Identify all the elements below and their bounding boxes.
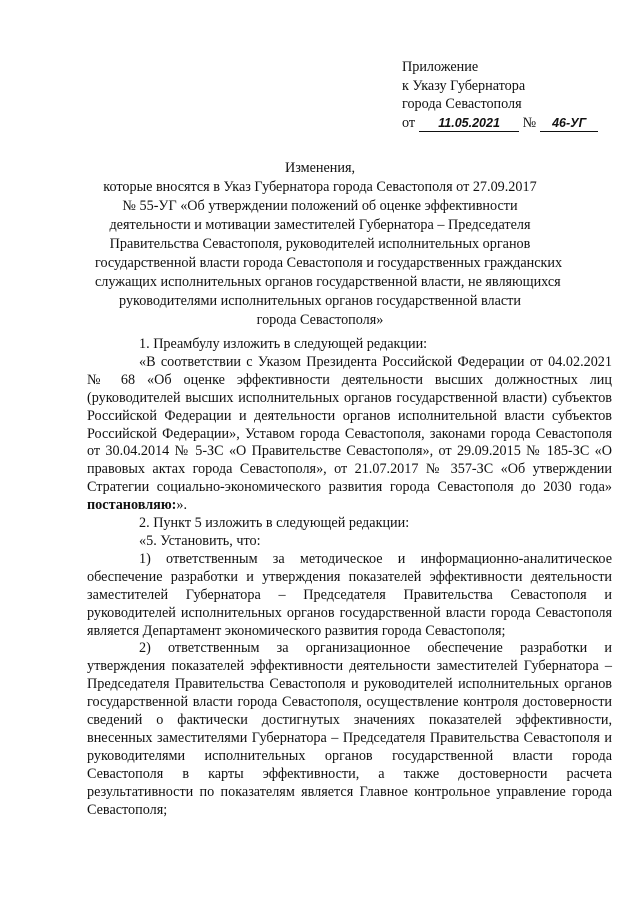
appendix-label: Приложение <box>402 59 479 75</box>
appendix-decree-ref: к Указу Губернатора <box>402 77 526 94</box>
preamble-closing: ». <box>176 497 188 514</box>
title-line: деятельности и мотивации заместителей Губернатора – Председателя <box>109 217 531 233</box>
title-line: которые вносятся в Указ Губернатора города Севастополя от 27.09.2017 <box>103 179 537 195</box>
document-title <box>95 159 563 330</box>
appendix-header <box>402 58 627 132</box>
handwritten-date: 11.05.2021 <box>419 116 519 132</box>
appendix-date-number <box>402 114 627 133</box>
title-line: № 55-УГ «Об утверждении положений об оценке эффективности <box>122 198 518 214</box>
title-line: служащих исполнительных органов государственной власти, не являющихся <box>95 274 561 290</box>
title-line: города Севастополя» <box>256 312 384 328</box>
number-prefix: № <box>522 114 537 131</box>
title-line: руководителями исполнительных органов государственной власти <box>119 293 521 309</box>
paragraph-point5-intro: «5. Установить, что: <box>139 532 261 549</box>
title-line: Правительства Севастополя, руководителей исполнительных органов <box>109 236 531 252</box>
paragraph-preamble-instruction: 1. Преамбулу изложить в следующей редакции: <box>139 336 428 352</box>
document-body <box>87 336 612 819</box>
appendix-city: города Севастополя <box>402 96 522 112</box>
handwritten-number: 46-УГ <box>540 116 598 132</box>
preamble-bold-word: постановляю: <box>87 497 177 514</box>
paragraph-preamble-text <box>87 354 612 515</box>
title-line: государственной власти города Севастополя и государственных гражданских <box>95 255 563 271</box>
list-item: 2) ответственным за организационное обеспечение разработки и утверждения показателей эффективности деятельности заместителей Губернатора – Председателя Правительства Севастополя и руководителей исполнительных органов государственной власти города Севастополя, осуществление контроля достоверности сведений о фактически достигнутых значениях показателей эффективности, внесенных заместителями Губернатора – Председателя Правительства Севастополя и руководителями исполнительных органов государственной власти города Севастополя в карты эффективности, а также достоверности расчета результативности по показателям является Главное контрольное управление города Севастополя; <box>87 640 612 818</box>
paragraph-point5-instruction: 2. Пункт 5 изложить в следующей редакции: <box>139 515 410 532</box>
title-line: Изменения, <box>284 160 356 176</box>
list-item: 1) ответственным за методическое и информационно-аналитическое обеспечение разработки и утверждения показателей эффективности деятельности заместителей Губернатора – Председателя Правительства Севастополя и руководителей исполнительных органов государственной власти города Севастополя является Департамент экономического развития города Севастополя; <box>87 550 612 639</box>
date-prefix: от <box>402 114 416 131</box>
preamble-text: «В соответствии с Указом Президента Российской Федерации от 04.02.2021 № 68 «Об оценке эффективности деятельности высших должностных лиц (руководителей высших исполнительных органов государственной власти) субъектов Российской Федерации и деятельности органов исполнительной власти субъектов Российской Федерации», Уставом города Севастополя, законами города Севастополя от 30.04.2014 № 5-ЗС «О Правительстве Севастополя», от 29.09.2015 № 185-ЗС «О правовых актах города Севастополя», от 21.07.2017 № 357-ЗС «Об утверждении Стратегии социально-экономического развития города Севастополя до 2030 года» <box>87 353 612 496</box>
